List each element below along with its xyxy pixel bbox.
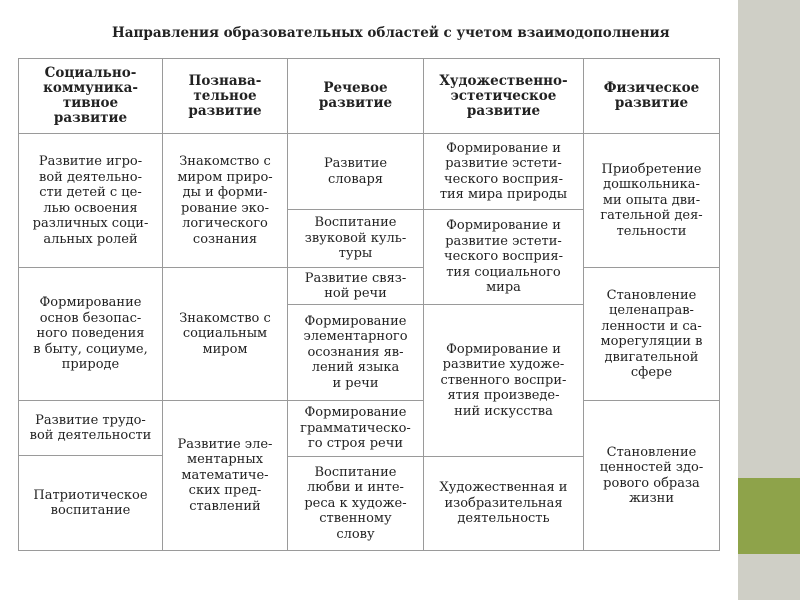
physical-cell: Приобретение дошкольника- ми опыта дви- гательной дея- тельности	[583, 133, 720, 268]
cognitive-cell: Развитие эле- ментарных математиче- ских пред- ставлений	[162, 400, 288, 551]
artistic-cell: Формирование и развитие художе- ственного воспри- ятия произведе- ний искусства	[423, 304, 584, 457]
physical-cell: Становление ценностей здо- рового образа жизни	[583, 400, 720, 551]
cognitive-cell: Знакомство с миром приро- ды и форми- рование эко- логического сознания	[162, 133, 288, 268]
speech-cell: Воспитание любви и инте- реса к художе- ственному слову	[287, 456, 424, 551]
speech-cell: Формирование элементарного осознания яв- лений языка и речи	[287, 304, 424, 401]
header-artistic: Художественно- эстетическое развитие	[423, 58, 584, 134]
speech-cell: Развитие словаря	[287, 133, 424, 210]
social-cell: Развитие трудо- вой деятельности	[18, 400, 163, 456]
header-physical: Физическое развитие	[583, 58, 720, 134]
header-speech: Речевое развитие	[287, 58, 424, 134]
physical-cell: Становление целенаправ- ленности и са- морегуляции в двигательной сфере	[583, 267, 720, 401]
artistic-cell: Формирование и развитие эстети- ческого восприя- тия социального мира	[423, 209, 584, 305]
speech-cell: Формирование грамматическо- го строя речи	[287, 400, 424, 457]
speech-cell: Развитие связ- ной речи	[287, 267, 424, 305]
social-cell: Развитие игро- вой деятельно- сти детей с це- лью освоения различных соци- альных ролей	[18, 133, 163, 268]
sidebar-accent-block	[738, 478, 800, 554]
artistic-cell: Художественная и изобразительная деятельность	[423, 456, 584, 551]
social-cell: Формирование основ безопас- ного поведения в быту, социуме, природе	[18, 267, 163, 401]
speech-cell: Воспитание звуковой куль- туры	[287, 209, 424, 268]
cognitive-cell: Знакомство с социальным миром	[162, 267, 288, 401]
social-cell: Патриотическое воспитание	[18, 455, 163, 551]
header-social: Социально- коммуника- тивное развитие	[18, 58, 163, 134]
artistic-cell: Формирование и развитие эстети- ческого восприя- тия мира природы	[423, 133, 584, 210]
page-title: Направления образовательных областей с учетом взаимодополнения	[112, 25, 670, 41]
header-cognitive: Познава- тельное развитие	[162, 58, 288, 134]
